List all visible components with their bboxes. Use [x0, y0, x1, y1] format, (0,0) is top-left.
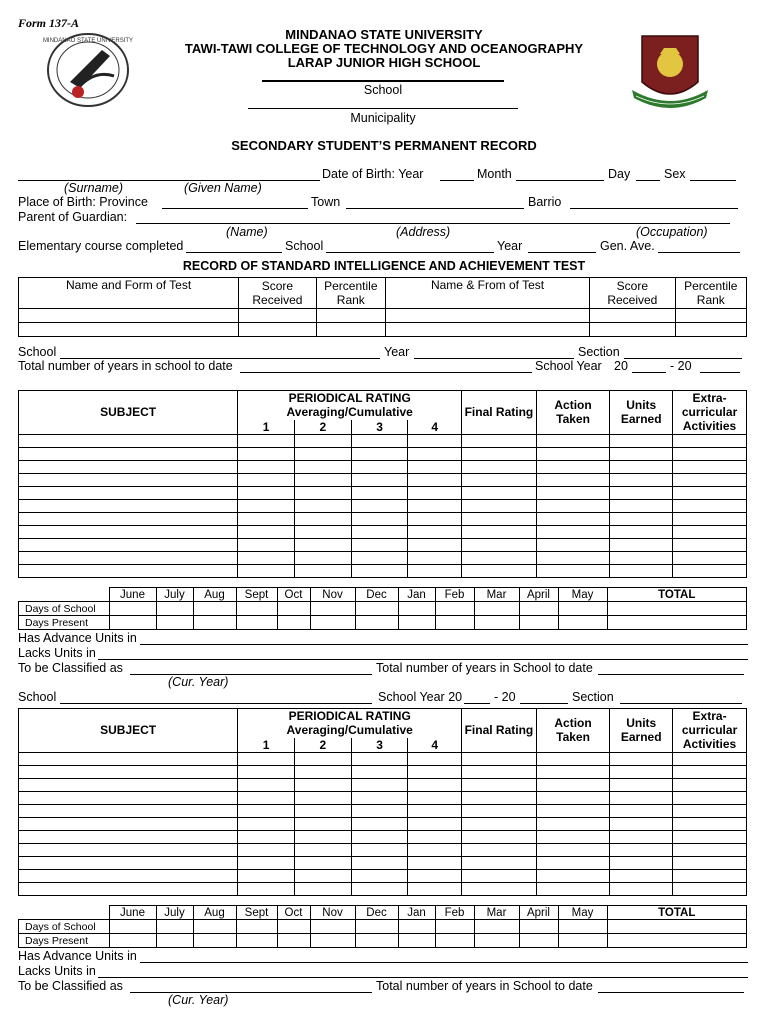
- elem-school-label: School: [285, 239, 324, 253]
- total-years-label-2: Total number of years in School to date: [376, 661, 593, 675]
- month-jan: Jan: [398, 906, 435, 920]
- elem-label: Elementary course completed: [18, 239, 184, 253]
- grades-table-2: [18, 708, 747, 896]
- month-may: May: [558, 906, 607, 920]
- month-mar: Mar: [474, 588, 519, 602]
- table-row: [19, 869, 747, 882]
- school-name: LARAP JUNIOR HIGH SCHOOL: [287, 55, 481, 70]
- quarter-2-header: 2: [294, 738, 351, 753]
- cur-year-caption: (Cur. Year): [168, 675, 229, 689]
- section-label-1: Section: [578, 345, 620, 359]
- test-col-name-form: Name and Form of Test: [19, 278, 239, 309]
- month-aug: Aug: [193, 906, 236, 920]
- table-row: [19, 856, 747, 869]
- total-years-label-3: Total number of years in School to date: [376, 979, 593, 993]
- classified-label: To be Classified as: [18, 661, 123, 675]
- table-row: [19, 525, 747, 538]
- month-july: July: [156, 906, 193, 920]
- units-earned-header: Units Earned: [610, 709, 673, 753]
- sy-20-b: - 20: [670, 359, 692, 373]
- table-row: [19, 920, 747, 934]
- subject-header: SUBJECT: [19, 709, 238, 753]
- extra-curricular-header: Extra-curricular Activities: [673, 709, 747, 753]
- month-feb: Feb: [435, 588, 474, 602]
- test-record-table: [18, 277, 747, 337]
- table-row: [19, 882, 747, 895]
- month-label: Month: [477, 167, 512, 181]
- sex-label: Sex: [664, 167, 686, 181]
- periodical-header: PERIODICAL RATING: [288, 709, 411, 724]
- table-row: [19, 791, 747, 804]
- days-present-label: Days Present: [19, 934, 110, 948]
- classified-label: To be Classified as: [18, 979, 123, 993]
- school-year-label-1: School Year: [535, 359, 602, 373]
- quarter-4-header: 4: [408, 738, 462, 753]
- advance-units-label: Has Advance Units in: [18, 949, 137, 963]
- barrio-label: Barrio: [528, 195, 562, 209]
- name-caption: (Name): [226, 225, 268, 239]
- periodical-header: PERIODICAL RATING: [288, 391, 411, 406]
- genave-label: Gen. Ave.: [600, 239, 655, 253]
- table-row: [19, 551, 747, 564]
- action-taken-header: Action Taken: [536, 391, 610, 435]
- sy-20-a: 20: [614, 359, 628, 373]
- lacks-units-label: Lacks Units in: [18, 646, 96, 660]
- occupation-caption: (Occupation): [636, 225, 708, 239]
- table-row: [19, 830, 747, 843]
- table-row: [19, 473, 747, 486]
- dob-label: Date of Birth: Year: [322, 167, 424, 181]
- cur-year-caption: (Cur. Year): [168, 993, 229, 1007]
- averaging-header: Averaging/Cumulative: [286, 405, 413, 420]
- month-aug: Aug: [193, 588, 236, 602]
- college-crest-logo: [628, 32, 712, 112]
- address-caption: (Address): [396, 225, 451, 239]
- month-dec: Dec: [355, 588, 398, 602]
- grades-table-1: [18, 390, 747, 578]
- month-sept: Sept: [236, 588, 277, 602]
- school-label-1: School: [18, 345, 57, 359]
- month-feb: Feb: [435, 906, 474, 920]
- month-nov: Nov: [310, 906, 355, 920]
- given-name-caption: (Given Name): [184, 181, 262, 195]
- elem-year-label: Year: [497, 239, 523, 253]
- month-june: June: [109, 588, 156, 602]
- table-row: [19, 934, 747, 948]
- quarter-3-header: 3: [351, 738, 408, 753]
- table-row: [19, 602, 747, 616]
- table-row: [19, 616, 747, 630]
- table-row: [19, 309, 747, 323]
- month-sept: Sept: [236, 906, 277, 920]
- days-of-school-label: Days of School: [19, 602, 110, 616]
- table-row: [19, 499, 747, 512]
- table-row: [19, 804, 747, 817]
- days-of-school-label: Days of School: [19, 920, 110, 934]
- table-row: [19, 843, 747, 856]
- final-rating-header: Final Rating: [462, 709, 537, 753]
- total-header: TOTAL: [607, 588, 747, 602]
- action-taken-header: Action Taken: [536, 709, 610, 753]
- month-july: July: [156, 588, 193, 602]
- test-record-title: RECORD OF STANDARD INTELLIGENCE AND ACHIEVEMENT TEST: [182, 259, 586, 273]
- month-oct: Oct: [277, 906, 310, 920]
- table-row: [19, 564, 747, 577]
- surname-caption: (Surname): [64, 181, 124, 195]
- month-may: May: [558, 588, 607, 602]
- quarter-1-header: 1: [238, 738, 295, 753]
- table-row: [19, 460, 747, 473]
- attendance-table-1: [18, 587, 747, 630]
- month-april: April: [519, 906, 558, 920]
- form-number: Form 137-A: [18, 16, 80, 30]
- school-caption: School: [363, 83, 403, 97]
- lacks-units-label: Lacks Units in: [18, 964, 96, 978]
- table-row: [19, 512, 747, 525]
- svg-text:MINDANAO STATE UNIVERSITY: MINDANAO STATE UNIVERSITY: [42, 38, 134, 44]
- table-row: [19, 486, 747, 499]
- college-name: TAWI-TAWI COLLEGE OF TECHNOLOGY AND OCEANOGRAPHY: [184, 41, 584, 56]
- school-label-2: School: [18, 690, 57, 704]
- table-row: [19, 538, 747, 551]
- days-present-label: Days Present: [19, 616, 110, 630]
- test-col-percentile: Percentile Rank: [316, 278, 385, 309]
- table-row: [19, 323, 747, 337]
- month-nov: Nov: [310, 588, 355, 602]
- table-row: [19, 765, 747, 778]
- school-year-label-2: School Year 20: [378, 690, 463, 704]
- sy-20-c: - 20: [494, 690, 516, 704]
- quarter-3-header: 3: [351, 420, 408, 435]
- year-label-1: Year: [384, 345, 410, 359]
- quarter-2-header: 2: [294, 420, 351, 435]
- month-june: June: [109, 906, 156, 920]
- advance-units-label: Has Advance Units in: [18, 631, 137, 645]
- table-row: [19, 752, 747, 765]
- final-rating-header: Final Rating: [462, 391, 537, 435]
- month-mar: Mar: [474, 906, 519, 920]
- test-col-score-2: Score Received: [590, 278, 675, 309]
- msu-seal-logo: [40, 30, 140, 110]
- units-earned-header: Units Earned: [610, 391, 673, 435]
- month-april: April: [519, 588, 558, 602]
- table-row: [19, 817, 747, 830]
- quarter-1-header: 1: [238, 420, 295, 435]
- subject-header: SUBJECT: [19, 391, 238, 435]
- day-label: Day: [608, 167, 631, 181]
- test-col-score: Score Received: [239, 278, 316, 309]
- section-label-2: Section: [572, 690, 614, 704]
- town-label: Town: [311, 195, 341, 209]
- attendance-table-2: [18, 905, 747, 948]
- table-row: [19, 434, 747, 447]
- month-jan: Jan: [398, 588, 435, 602]
- quarter-4-header: 4: [408, 420, 462, 435]
- test-col-percentile-2: Percentile Rank: [675, 278, 746, 309]
- month-oct: Oct: [277, 588, 310, 602]
- averaging-header: Averaging/Cumulative: [286, 723, 413, 738]
- extra-curricular-header: Extra-curricular Activities: [673, 391, 747, 435]
- form-title: SECONDARY STUDENT’S PERMANENT RECORD: [231, 138, 537, 153]
- total-header: TOTAL: [607, 906, 747, 920]
- parent-label: Parent of Guardian:: [18, 210, 128, 224]
- test-col-name-form-2: Name & From of Test: [386, 278, 590, 309]
- pob-label: Place of Birth: Province: [18, 195, 148, 209]
- university-name: MINDANAO STATE UNIVERSITY: [285, 27, 483, 42]
- table-row: [19, 447, 747, 460]
- total-years-label-1: Total number of years in school to date: [18, 359, 233, 373]
- municipality-caption: Municipality: [350, 111, 416, 125]
- month-dec: Dec: [355, 906, 398, 920]
- table-row: [19, 778, 747, 791]
